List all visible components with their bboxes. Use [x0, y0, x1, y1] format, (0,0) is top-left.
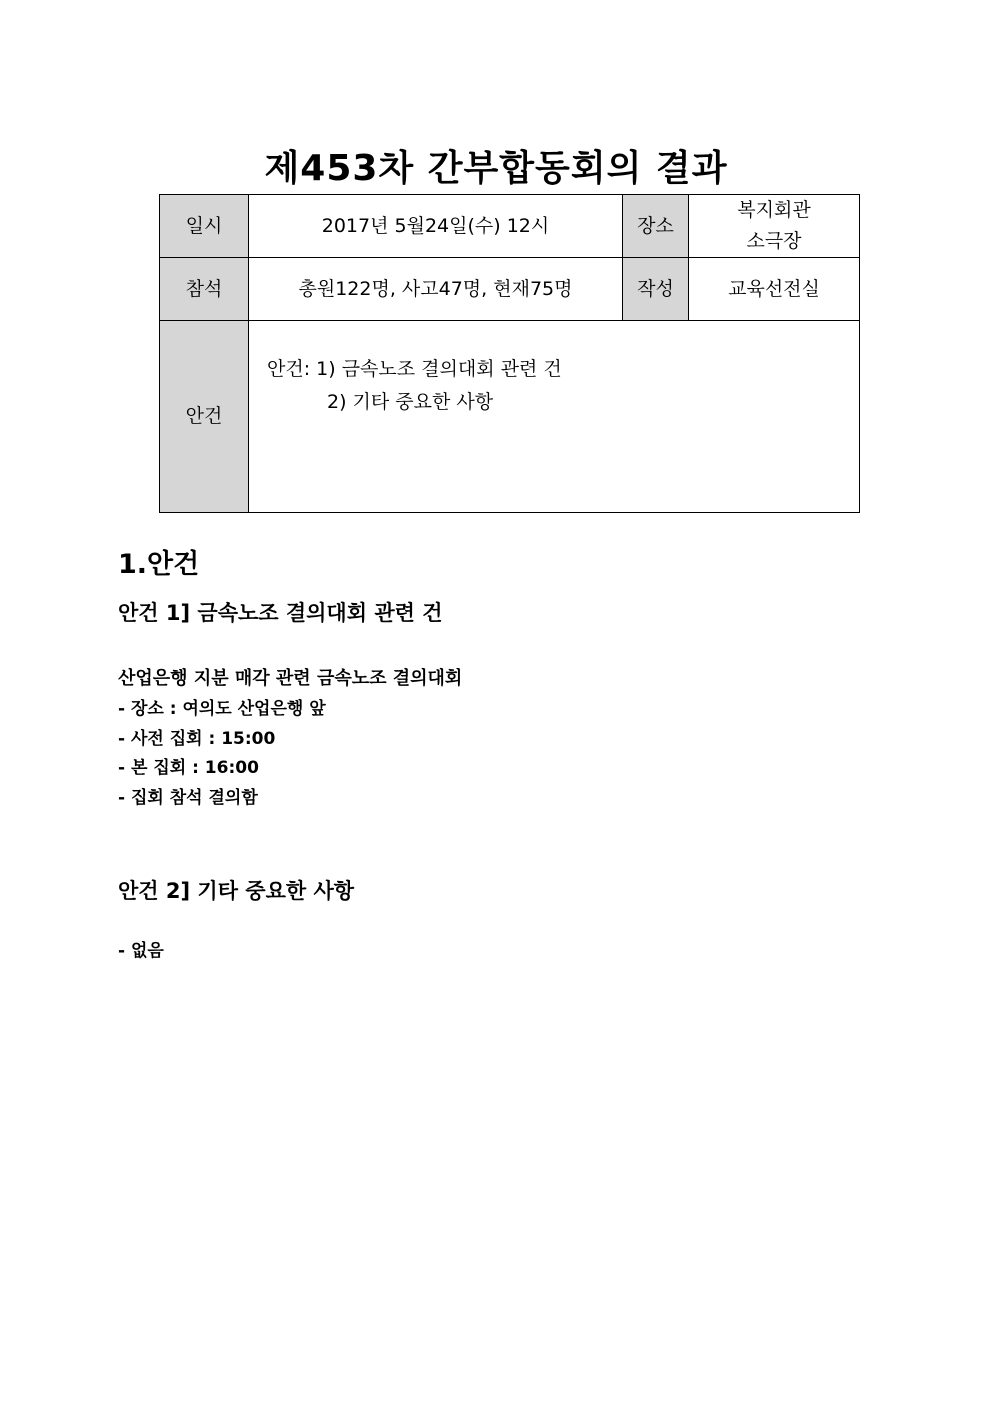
place-value — [689, 195, 860, 258]
section-heading: 1.안건 — [118, 549, 200, 580]
document-title: 제453차 간부합동회의 결과 — [264, 148, 728, 189]
attend-label: 참석 — [160, 258, 249, 321]
list-item: - 장소 : 여의도 산업은행 앞 — [118, 699, 326, 719]
place-value-line1: 복지회관 — [737, 199, 811, 221]
attend-row — [160, 258, 860, 321]
meeting-info-table — [159, 194, 860, 513]
place-value-line2: 소극장 — [746, 230, 802, 252]
writer-label: 작성 — [623, 258, 689, 321]
agenda-item-1-heading: 안건 1] 금속노조 결의대회 관련 건 — [118, 601, 443, 625]
list-item: - 집회 참석 결의함 — [118, 787, 258, 808]
place-label: 장소 — [623, 195, 689, 258]
list-item: - 본 집회 : 16:00 — [118, 758, 259, 778]
agenda-item-2-bullet: - 없음 — [118, 941, 164, 961]
date-label: 일시 — [160, 195, 249, 258]
agenda-item-1-subheading: 산업은행 지분 매각 관련 금속노조 결의대회 — [118, 668, 463, 689]
agenda-value — [249, 321, 860, 513]
agenda-item-2-heading: 안건 2] 기타 중요한 사항 — [118, 879, 355, 903]
attend-value: 총원122명, 사고47명, 현재75명 — [249, 258, 623, 321]
list-item: - 사전 집회 : 15:00 — [118, 728, 276, 749]
agenda-line-1: 안건: 1) 금속노조 결의대회 관련 건 — [267, 358, 562, 380]
date-row — [160, 195, 860, 258]
agenda-row — [160, 321, 860, 513]
agenda-label: 안건 — [160, 321, 249, 513]
writer-value: 교육선전실 — [689, 258, 860, 321]
date-value: 2017년 5월24일(수) 12시 — [249, 195, 623, 258]
agenda-item-1-bullets — [118, 695, 326, 813]
agenda-line-2: 2) 기타 중요한 사항 — [327, 391, 494, 413]
